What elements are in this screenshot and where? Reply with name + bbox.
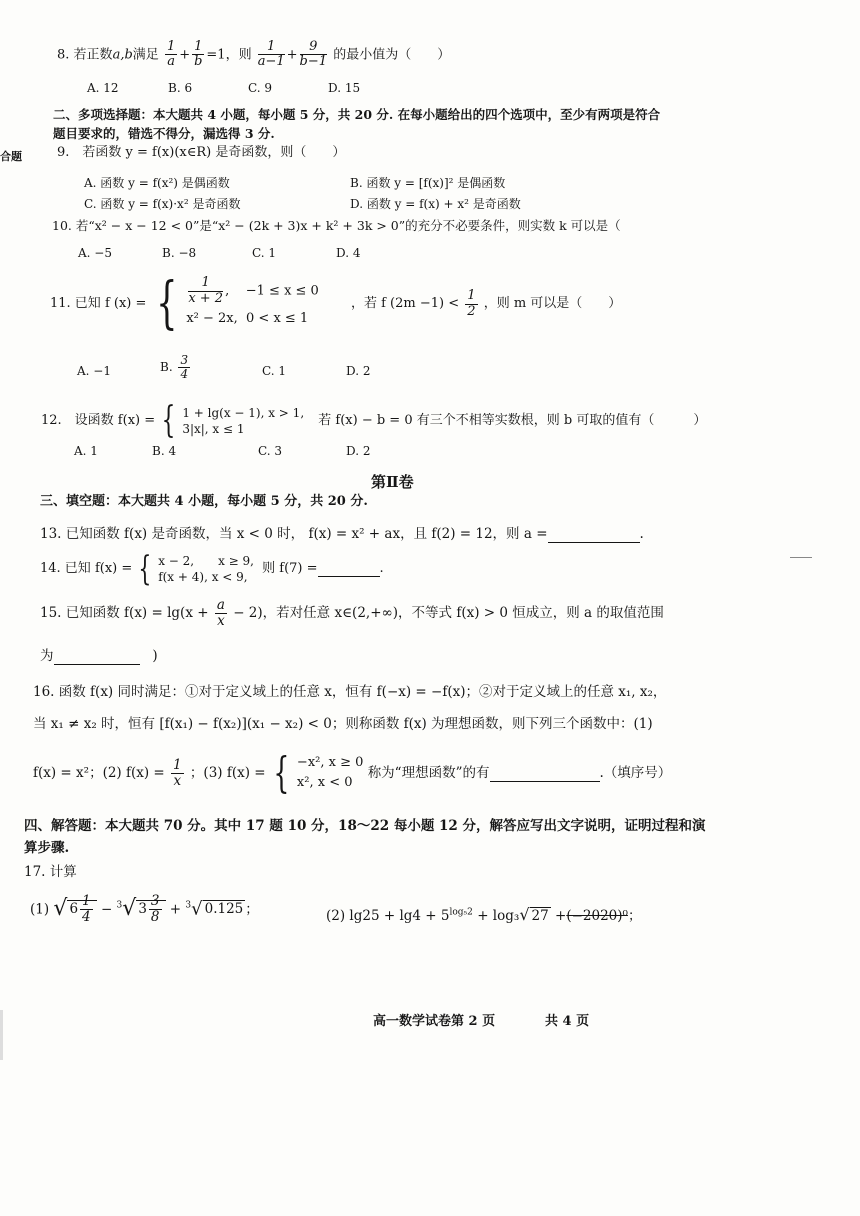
q10-option-b: B. −8 [162,246,197,260]
question-12 [41,400,707,443]
question-17-title: 17. 计算 [24,864,77,880]
q11-option-c: C. 1 [262,364,287,378]
q17-p2-sqrt: 27 [531,908,549,924]
q14-case1: x − 2, x ≥ 9, [158,554,254,568]
q11-pre: 11. 已知 f (x) = [50,296,147,312]
q8-eq: =1，则 [206,47,252,63]
q17-p1-b-num: 3 [150,893,160,909]
q8-plus: + [179,47,191,63]
q8-frac3-num: 1 [258,40,285,55]
q17-p1-b-int: 3 [138,900,147,917]
radical-icon: √ [519,905,530,924]
q17-p2-label: (2) [326,908,346,924]
question-17-part1 [30,894,259,944]
q14-pre: 14. 已知 f(x) = [40,561,133,577]
q8-option-a: A. 12 [87,81,119,95]
q11-case1-num: 1 [188,276,223,291]
q8-number: 8. [57,47,70,63]
q13-answer-blank[interactable] [548,526,640,543]
q8-option-b: B. 6 [168,81,193,95]
q15-answer-blank[interactable] [54,648,140,665]
q12-option-d: D. 2 [346,444,371,458]
q9-option-d: D. 函数 y = f(x) + x² 是奇函数 [350,197,521,211]
q17-p1-a [67,893,96,925]
radical-icon: √ [122,896,137,922]
q17-p1-b [136,893,165,925]
q8-frac-1 [165,40,177,70]
q11-brace: { [155,271,178,336]
section-4-heading-cont: 算步骤. [24,840,70,856]
question-16-line2: 当 x₁ ≠ x₂ 时，恒有 [f(x₁) − f(x₂)](x₁ − x₂) < 0；则称函数 f(x) 为理想函数，则下列三个函数中：(1) [33,716,653,732]
q17-p2-text2: + log₃ [477,908,520,924]
q17-p1-end: ； [245,901,259,918]
q16-l3-a: f(x) = x²；(2) f(x) = [33,764,165,781]
q14-case2: f(x + 4), x < 9, [158,570,248,584]
q17-p1-a-den: 4 [82,908,91,925]
q16-frac-den: x [173,772,182,789]
question-17-part2 [326,905,641,924]
q17-p2-end: ； [627,908,642,924]
radical-icon: √ [191,898,203,920]
q8-frac4-num: 9 [300,40,328,55]
q16-case2: x², x < 0 [296,775,353,790]
q12-option-c: C. 3 [258,444,283,458]
q14-cases [158,553,254,585]
q14-tail: 则 f(7) = [262,561,318,577]
question-8: 8. 若正数a,b满足 $\frac{1}{a}$ + $\frac{1}{b}$ =1，则 $\frac{1}{a-1}$ + $\frac{9}{b-1}$ 的最小值为（ ） [57,39,451,70]
q16-l3-c: 称为“理想函数”的有 [367,764,490,781]
q17-p2-text: lg25 + lg4 + 5 [349,908,450,924]
q14-brace: { [138,549,152,589]
q8-frac1-den: a [167,54,175,70]
q16-l3-b: ；(3) f(x) = [189,764,266,781]
q13-end: . [639,526,644,542]
q15-pre: 15. 已知函数 f(x) = lg(x + [40,604,209,621]
q11-case2-cond: 0 < x ≤ 1 [246,310,309,326]
q17-p1-b-den: 8 [150,908,160,925]
section-2-heading: 二、多项选择题：本大题共 4 小题，每小题 5 分，共 20 分. 在每小题给出的四个选项中，至少有两项是符合 [53,107,661,122]
q12-case2: 3|x|, x ≤ 1 [182,422,245,436]
q12-option-b: B. 4 [152,444,177,458]
q10-option-c: C. 1 [252,246,277,260]
q8-option-c: C. 9 [248,81,273,95]
q11-mid: ，若 f (2m −1) < [350,296,460,312]
footer-page-label: 高一数学试卷第 2 页 [373,1014,496,1029]
q11-optB-num: 3 [180,353,189,367]
q17-p1-a-frac [80,894,93,925]
q12-pre: 12. 设函数 f(x) = [41,413,156,429]
q9-option-a: A. 函数 y = f(x²) 是偶函数 [84,176,230,190]
q16-case1: −x², x ≥ 0 [296,755,364,770]
q11-half [465,289,477,319]
q11-optB-den: 4 [180,367,189,382]
q17-p1-label: (1) [30,901,50,918]
q17-p1-b-frac [149,894,162,925]
q11-optB-label: B. [160,360,173,375]
q8-frac2-num: 1 [194,39,203,54]
q15-tail: − 2)，若对任意 x∈(2,+∞)，不等式 f(x) > 0 恒成立，则 a 的取值范围 [233,604,664,621]
q11-optB-frac [178,354,190,381]
q16-frac-num: 1 [173,756,182,773]
q12-option-a: A. 1 [74,444,98,458]
q14-end: . [379,561,384,577]
q11-half-num: 1 [467,288,476,304]
q11-option-a: A. −1 [77,364,111,378]
q13-text: 13. 已知函数 f(x) 是奇函数，当 x < 0 时， f(x) = x² + ax，且 f(2) = 12，则 a = [40,526,548,542]
q15-frac [215,598,227,629]
footer-total-pages: 共 4 页 [545,1014,590,1029]
q11-half-den: 2 [467,303,476,319]
question-10: 10. 若“x² − x − 12 < 0”是“x² − (2k + 3)x + k² + 3k > 0”的充分不必要条件，则实数 k 可以是（ [52,218,621,233]
question-9: 9. 若函数 y = f(x)(x∈R) 是奇函数，则（ ） [57,145,346,160]
question-16-line1: 16. 函数 f(x) 同时满足：①对于定义域上的任意 x，恒有 f(−x) = −f(x)；②对于定义域上的任意 x₁, x₂， [33,684,667,700]
scan-dash-mark [790,557,812,558]
q16-frac [171,758,184,789]
scan-edge-mark [0,1010,3,1060]
q8-option-d: D. 15 [328,81,361,95]
q12-tail: 若 f(x) − b = 0 有三个不相等实数根，则 b 可取的值有（ ） [318,413,707,429]
q17-p1-plus: + [169,901,182,918]
q15-frac-num: a [216,597,225,613]
part-2-title: 第Ⅱ卷 [371,473,414,491]
q9-option-b: B. 函数 y = [f(x)]² 是偶函数 [350,176,506,190]
q11-tail: ，则 m 可以是（ ） [483,296,622,312]
q14-answer-blank[interactable] [318,561,380,578]
q8-frac-2 [192,40,204,70]
q8-frac4-den: b−1 [299,54,328,70]
q16-answer-blank[interactable] [490,764,600,781]
question-14 [40,549,384,589]
margin-note: 合题 [0,150,22,163]
question-15-line2 [40,648,158,665]
question-11 [50,271,622,336]
q17-p1-b-index: 3 [116,900,123,911]
q11-cases: $\frac{1}{x + 2}$ , −1 ≤ x ≤ 0 x² − 2x, 0 < x ≤ 1 [186,275,319,326]
q11-case1-frac [188,276,223,306]
q11-option-d: D. 2 [346,364,371,378]
q10-option-d: D. 4 [336,246,361,260]
q8-tail: 的最小值为（ ） [333,47,451,63]
q8-mid: 满足 [132,47,159,63]
q8-frac-3 [258,40,285,70]
q17-p2-exp: log₅2 [449,907,473,918]
q8-frac1-num: 1 [166,39,176,54]
q9-option-c: C. 函数 y = f(x)·x² 是奇函数 [84,197,241,211]
q8-frac-4 [300,40,328,70]
q16-l3-end: .（填序号） [599,764,672,781]
q8-frac3-den: a−1 [257,54,285,70]
q8-frac2-den: b [194,54,203,70]
q11-option-b [160,354,192,381]
q15-line2-pre: 为 [40,648,54,664]
section-3-heading: 三、填空题：本大题共 4 小题，每小题 5 分，共 20 分. [40,494,368,509]
q17-p1-a-int: 6 [69,900,79,917]
q11-case1-cond: −1 ≤ x ≤ 0 [245,283,319,299]
q11-case1-den: x + 2 [188,290,224,306]
q16-cases [297,753,363,793]
section-2-heading-cont: 题目要求的，错选不得分，漏选得 3 分. [53,126,275,141]
q17-p1-c-index: 3 [185,900,192,911]
q17-p2-text3: + [555,908,567,924]
question-15 [40,598,664,629]
q17-p2-struck: (−2020)⁰ [566,908,628,924]
q8-pre: 若正数 [73,47,113,63]
question-13 [40,526,644,543]
q16-brace: { [273,748,290,797]
q15-frac-den: x [217,612,225,629]
q15-line2-end: ) [152,648,158,664]
q17-p1-minus: − [100,901,113,918]
radical-icon: √ [53,896,68,922]
q10-option-a: A. −5 [78,246,112,260]
q17-p1-a-num: 1 [82,893,91,909]
q8-vars: a,b [112,47,133,63]
question-16-line3 [33,748,672,798]
q12-cases [182,405,304,437]
q11-case2: x² − 2x, [186,310,238,326]
q12-brace: { [161,400,176,441]
q12-case1: 1 + lg(x − 1), x > 1, [182,406,305,420]
section-4-heading: 四、解答题：本大题共 70 分。其中 17 题 10 分，18～22 每小题 12 分，解答应写出文字说明，证明过程和演 [24,818,706,834]
q17-p1-c: 0.125 [204,901,244,918]
